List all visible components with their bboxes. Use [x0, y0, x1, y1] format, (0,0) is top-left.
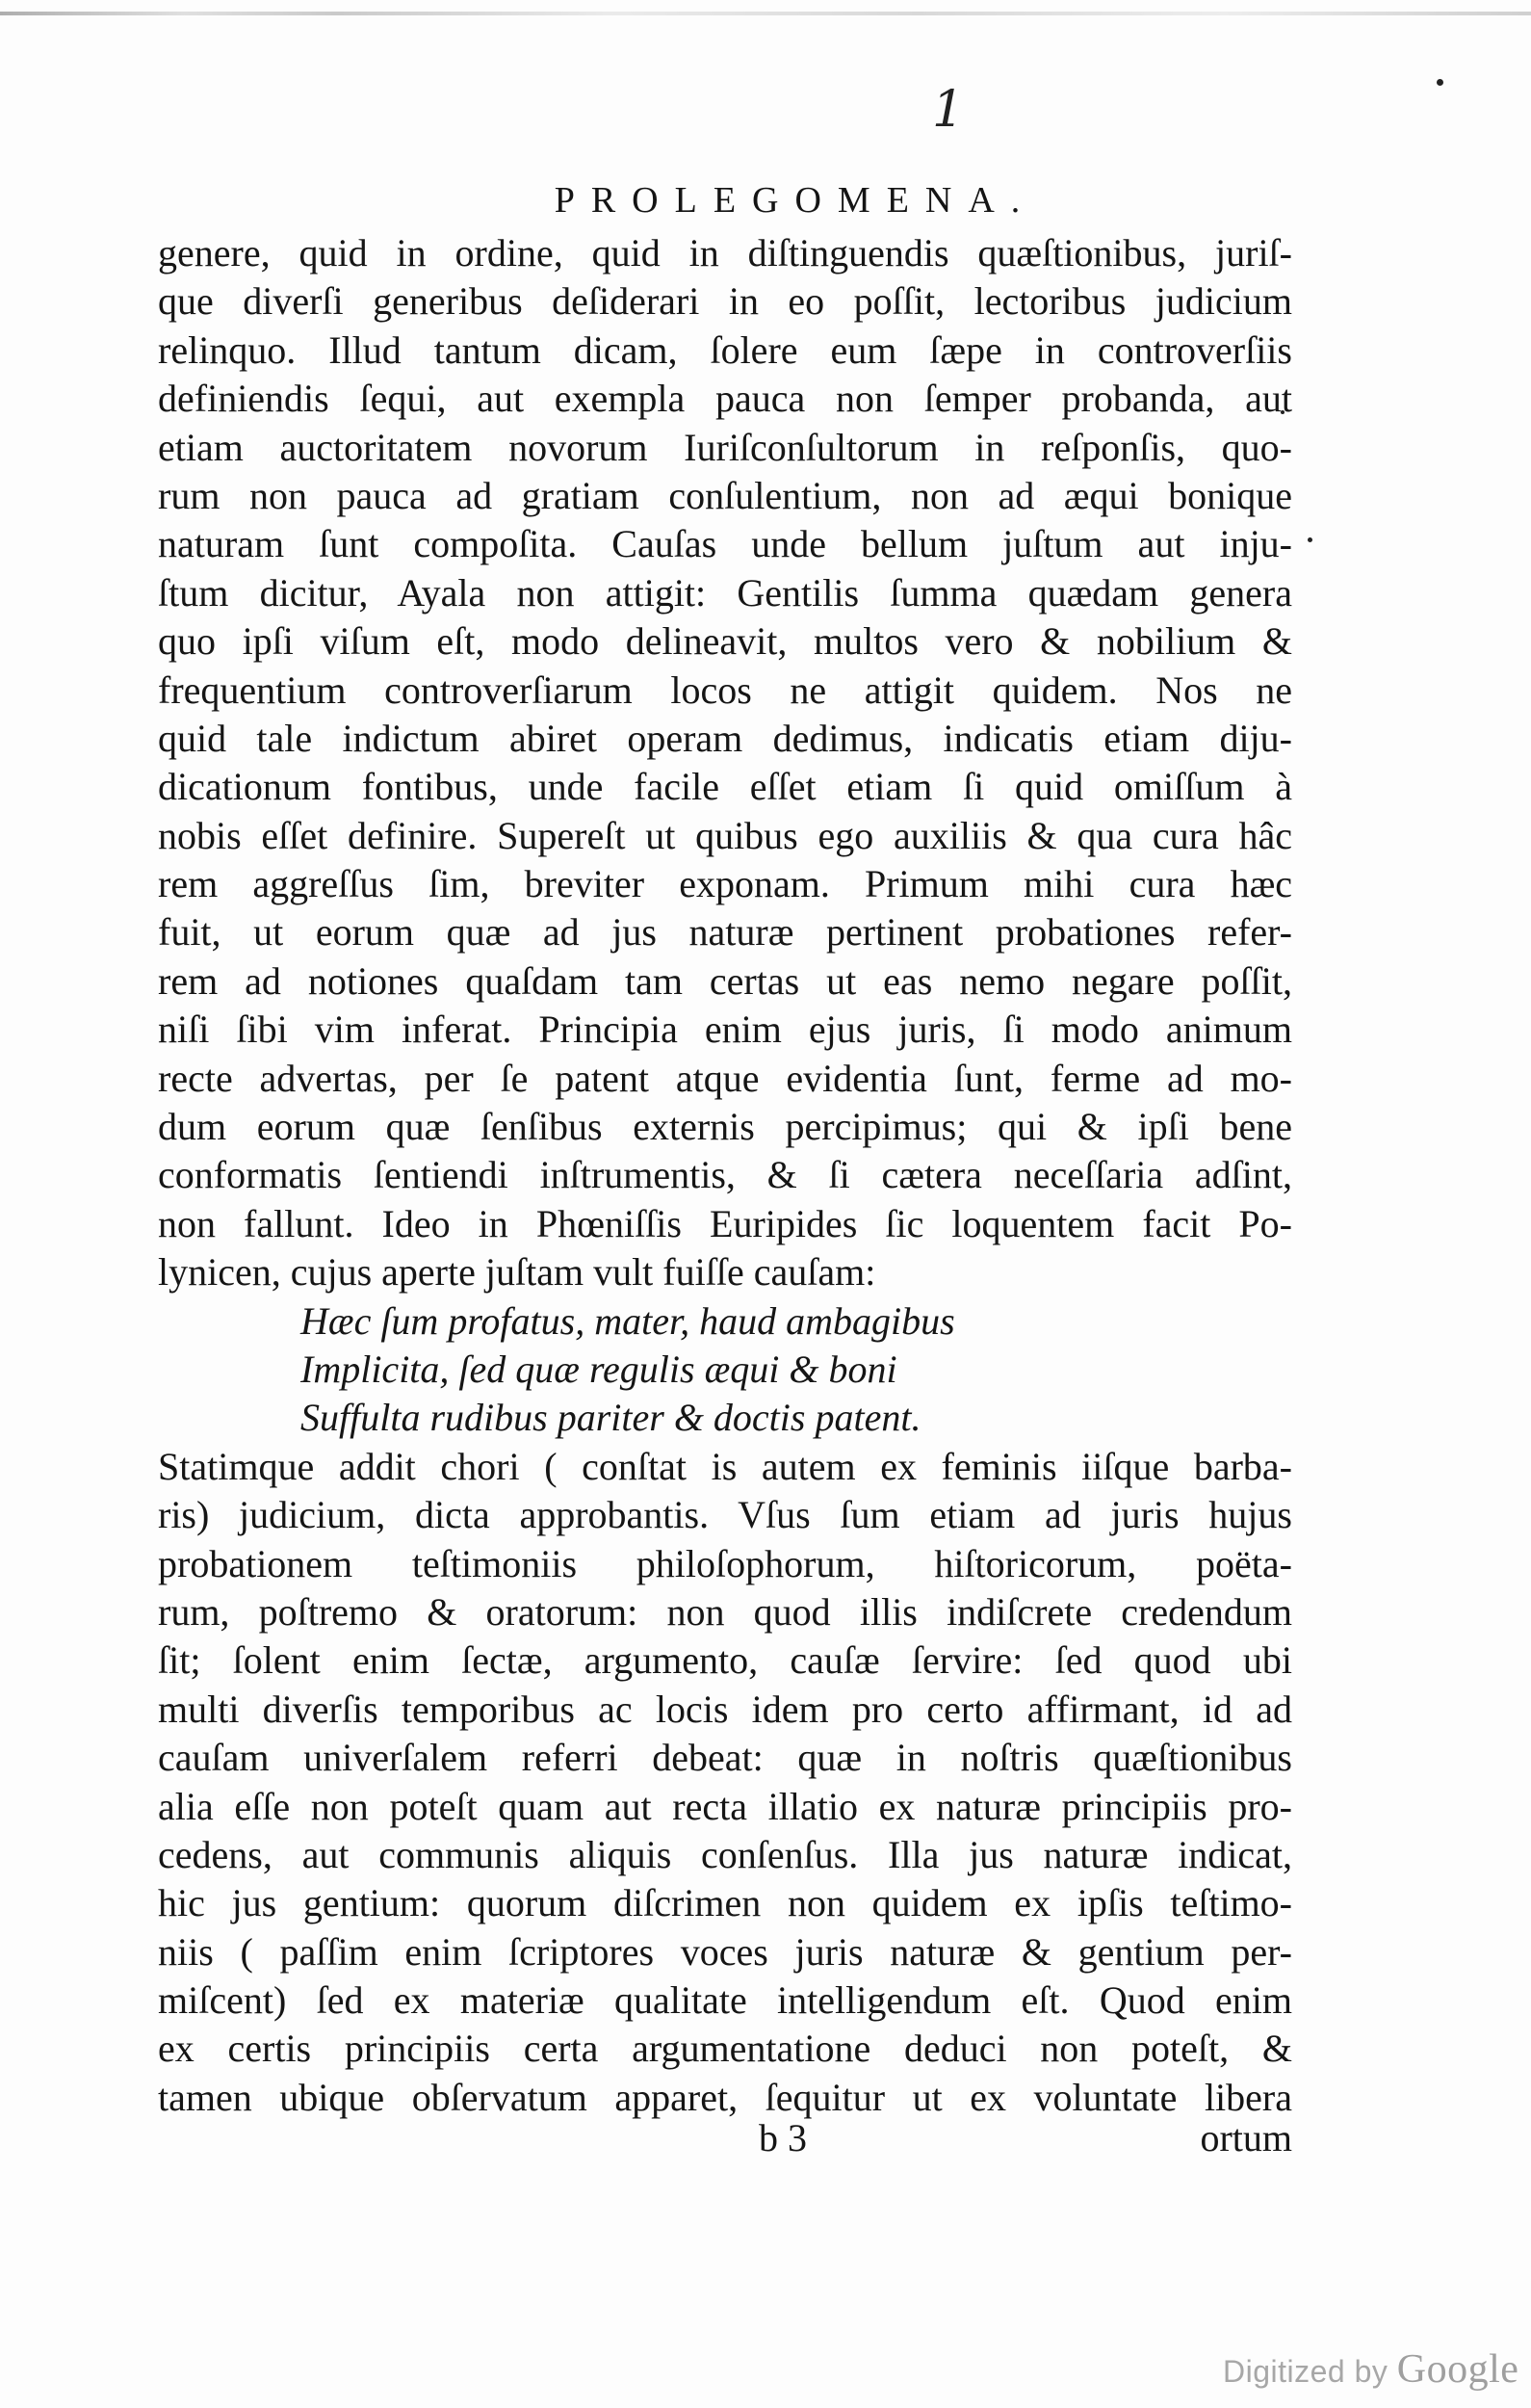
- text-line: definiendis ſequi, aut exempla pauca non ſemper probanda, aut: [158, 377, 1292, 421]
- watermark-prefix: Digitized by: [1223, 2354, 1388, 2389]
- text-line: Statimque addit chori ( conſtat is autem ex feminis iiſque barba-: [158, 1444, 1292, 1488]
- text-line: cedens, aut communis aliquis conſenſus. Illa jus naturæ indicat,: [158, 1832, 1292, 1876]
- verse-line: Hæc ſum profatus, mater, haud ambagibus: [300, 1298, 955, 1343]
- verse-line: Suffulta rudibus pariter & doctis patent.: [300, 1396, 921, 1440]
- scan-speck: [1437, 79, 1443, 86]
- text-line: non fallunt. Ideo in Phœniſſis Euripides ſic loquentem facit Po-: [158, 1201, 1292, 1245]
- text-line: dicationum fontibus, unde facile eſſet etiam ſi quid omiſſum à: [158, 765, 1292, 809]
- text-line: dum eorum quæ ſenſibus externis percipimus; qui & ipſi bene: [158, 1105, 1292, 1149]
- text-line: multi diverſis temporibus ac locis idem pro certo affirmant, id ad: [158, 1687, 1292, 1731]
- body-text: [158, 229, 1292, 2122]
- text-line: probationem teſtimoniis philoſophorum, hiſtoricorum, poëta-: [158, 1541, 1292, 1585]
- text-line: nobis eſſet definire. Supereſt ut quibus ego auxiliis & qua cura hâc: [158, 813, 1292, 857]
- text-line: tamen ubique obſervatum apparet, ſequitur ut ex voluntate libera: [158, 2075, 1292, 2119]
- text-line: rem aggreſſus ſim, breviter exponam. Primum mihi cura hæc: [158, 862, 1292, 906]
- text-line: lynicen, cujus aperte juſtam vult fuiſſe cauſam:: [158, 1250, 876, 1295]
- watermark-brand: Google: [1396, 2347, 1519, 2392]
- text-line: ſtum dicitur, Ayala non attigit: Gentilis ſumma quædam genera: [158, 570, 1292, 615]
- text-line: que diverſi generibus deſiderari in eo poſſit, lectoribus judicium: [158, 279, 1292, 324]
- catchword: ortum: [1200, 2116, 1292, 2159]
- text-line: rum non pauca ad gratiam conſulentium, non ad æqui bonique: [158, 473, 1292, 517]
- text-line: hic jus gentium: quorum diſcrimen non quidem ex ipſis teſtimo-: [158, 1881, 1292, 1925]
- text-line: conformatis ſentiendi inſtrumentis, & ſi cætera neceſſaria adſint,: [158, 1153, 1292, 1197]
- text-line: niſi ſibi vim inferat. Principia enim ejus juris, ſi modo animum: [158, 1008, 1292, 1052]
- text-line: miſcent) ſed ex materiæ qualitate intelligendum eſt. Quod enim: [158, 1978, 1292, 2023]
- text-line: niis ( paſſim enim ſcriptores voces juris naturæ & gentium per-: [158, 1929, 1292, 1974]
- text-line: frequentium controverſiarum locos ne attigit quidem. Nos ne: [158, 667, 1292, 712]
- text-line: ris) judicium, dicta approbantis. Vſus ſum etiam ad juris hujus: [158, 1493, 1292, 1537]
- text-line: cauſam univerſalem referri debeat: quæ in noſtris quæſtionibus: [158, 1736, 1292, 1780]
- text-line: ex certis principiis certa argumentatione deduci non poteſt, &: [158, 2027, 1292, 2071]
- page-marker: 1: [932, 81, 965, 139]
- running-head: PROLEGOMENA.: [554, 180, 1037, 221]
- text-line: naturam ſunt compoſita. Cauſas unde bellum juſtum aut inju-: [158, 522, 1292, 566]
- text-line: etiam auctoritatem novorum Iuriſconſultorum in reſponſis, quo-: [158, 425, 1292, 469]
- verse-line: Implicita, ſed quæ regulis æqui & boni: [300, 1347, 897, 1391]
- footer-line: [158, 2115, 1292, 2167]
- scan-edge-line: [0, 12, 1531, 15]
- text-line: rum, poſtremo & oratorum: non quod illis indiſcrete credendum: [158, 1589, 1292, 1634]
- text-line: rem ad notiones quaſdam tam certas ut eas nemo negare poſſit,: [158, 958, 1292, 1003]
- text-line: quid tale indictum abiret operam dedimus, indicatis etiam diju-: [158, 716, 1292, 760]
- digitized-watermark: [1223, 2346, 1518, 2393]
- scan-speck: [1308, 537, 1312, 542]
- text-line: alia eſſe non poteſt quam aut recta illatio ex naturæ principiis pro-: [158, 1784, 1292, 1828]
- text-line: relinquo. Illud tantum dicam, ſolere eum ſæpe in controverſiis: [158, 327, 1292, 372]
- text-line: genere, quid in ordine, quid in diſtinguendis quæſtionibus, juriſ-: [158, 231, 1292, 275]
- signature-mark: b 3: [759, 2116, 807, 2159]
- text-line: fuit, ut eorum quæ ad jus naturæ pertinent probationes refer-: [158, 910, 1292, 955]
- text-line: recte advertas, per ſe patent atque evidentia ſunt, ferme ad mo-: [158, 1056, 1292, 1100]
- text-line: ſit; ſolent enim ſectæ, argumento, cauſæ ſervire: ſed quod ubi: [158, 1638, 1292, 1683]
- text-line: quo ipſi viſum eſt, modo delineavit, multos vero & nobilium &: [158, 619, 1292, 664]
